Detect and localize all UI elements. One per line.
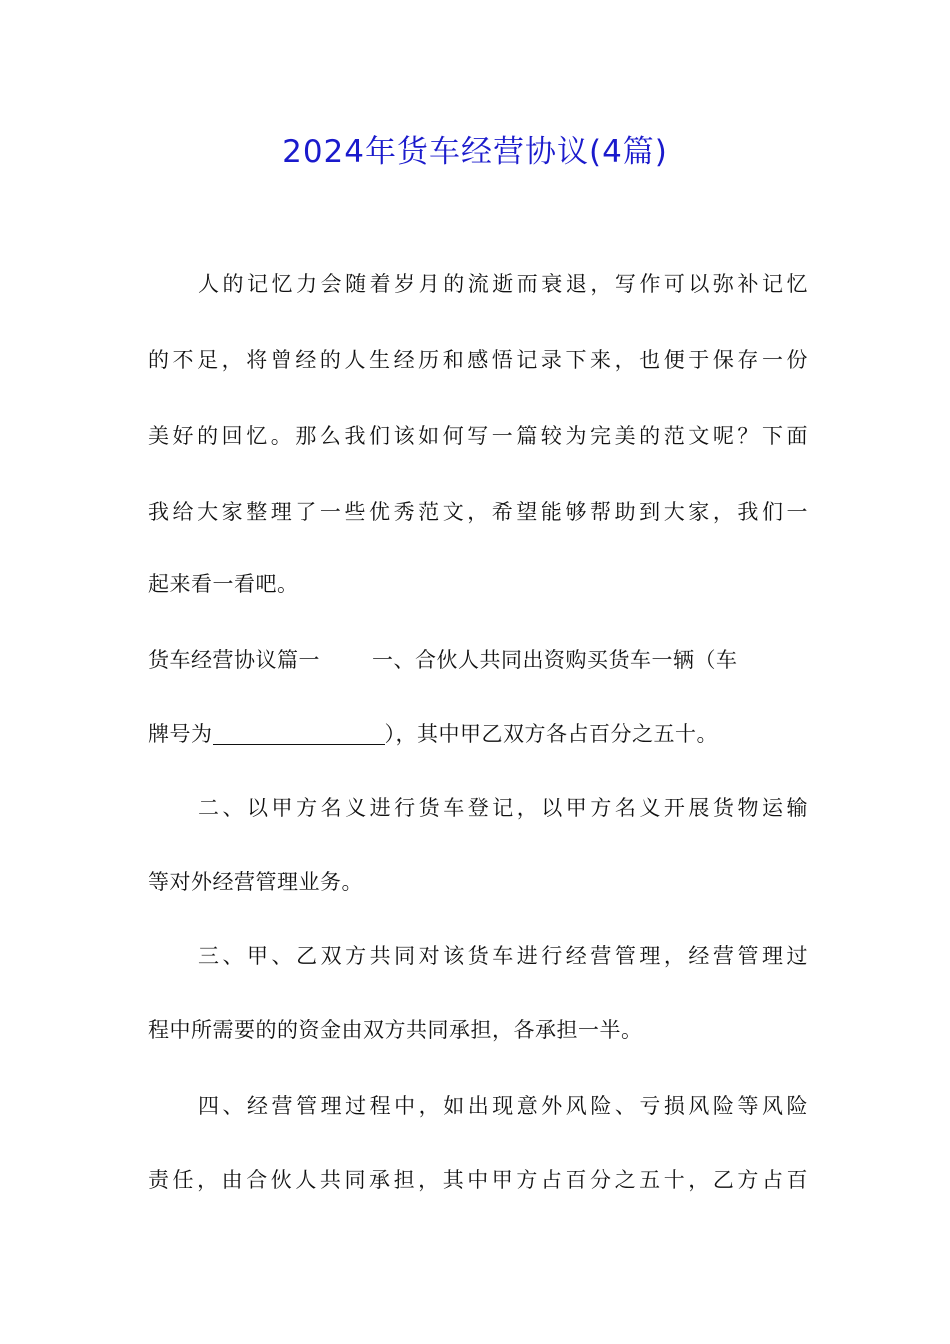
clause-line: 三、甲、乙双方共同对该货车进行经营管理，经营管理过: [198, 944, 808, 968]
clause-text: 一、合伙人共同出资购买货车一辆（车: [372, 648, 738, 672]
clause-line: [148, 714, 808, 754]
clause-text: 牌号为: [148, 722, 213, 746]
intro-line: 我给大家整理了一些优秀范文，希望能够帮助到大家，我们一: [148, 500, 808, 524]
section-head-line: [148, 640, 808, 680]
clause-line: 四、经营管理过程中，如出现意外风险、亏损风险等风险: [198, 1094, 808, 1118]
clause-text: ），其中甲乙双方各占百分之五十。: [384, 722, 718, 746]
intro-line: 的不足，将曾经的人生经历和感悟记录下来，也便于保存一份: [148, 348, 808, 372]
section-label: 货车经营协议篇一: [148, 648, 320, 672]
clause-line: 责任，由合伙人共同承担，其中甲方占百分之五十，乙方占百: [148, 1168, 808, 1192]
clause-line: 二、以甲方名义进行货车登记，以甲方名义开展货物运输: [198, 796, 808, 820]
document-title: 2024年货车经营协议(4篇): [282, 134, 668, 170]
clause-line: 程中所需要的的资金由双方共同承担，各承担一半。: [148, 1018, 643, 1042]
intro-line: 人的记忆力会随着岁月的流逝而衰退，写作可以弥补记忆: [198, 272, 808, 296]
intro-line: 美好的回忆。那么我们该如何写一篇较为完美的范文呢？下面: [148, 424, 808, 448]
clause-line: 等对外经营管理业务。: [148, 870, 363, 894]
intro-line: 起来看一看吧。: [148, 572, 299, 596]
plate-number-blank: [213, 720, 385, 745]
